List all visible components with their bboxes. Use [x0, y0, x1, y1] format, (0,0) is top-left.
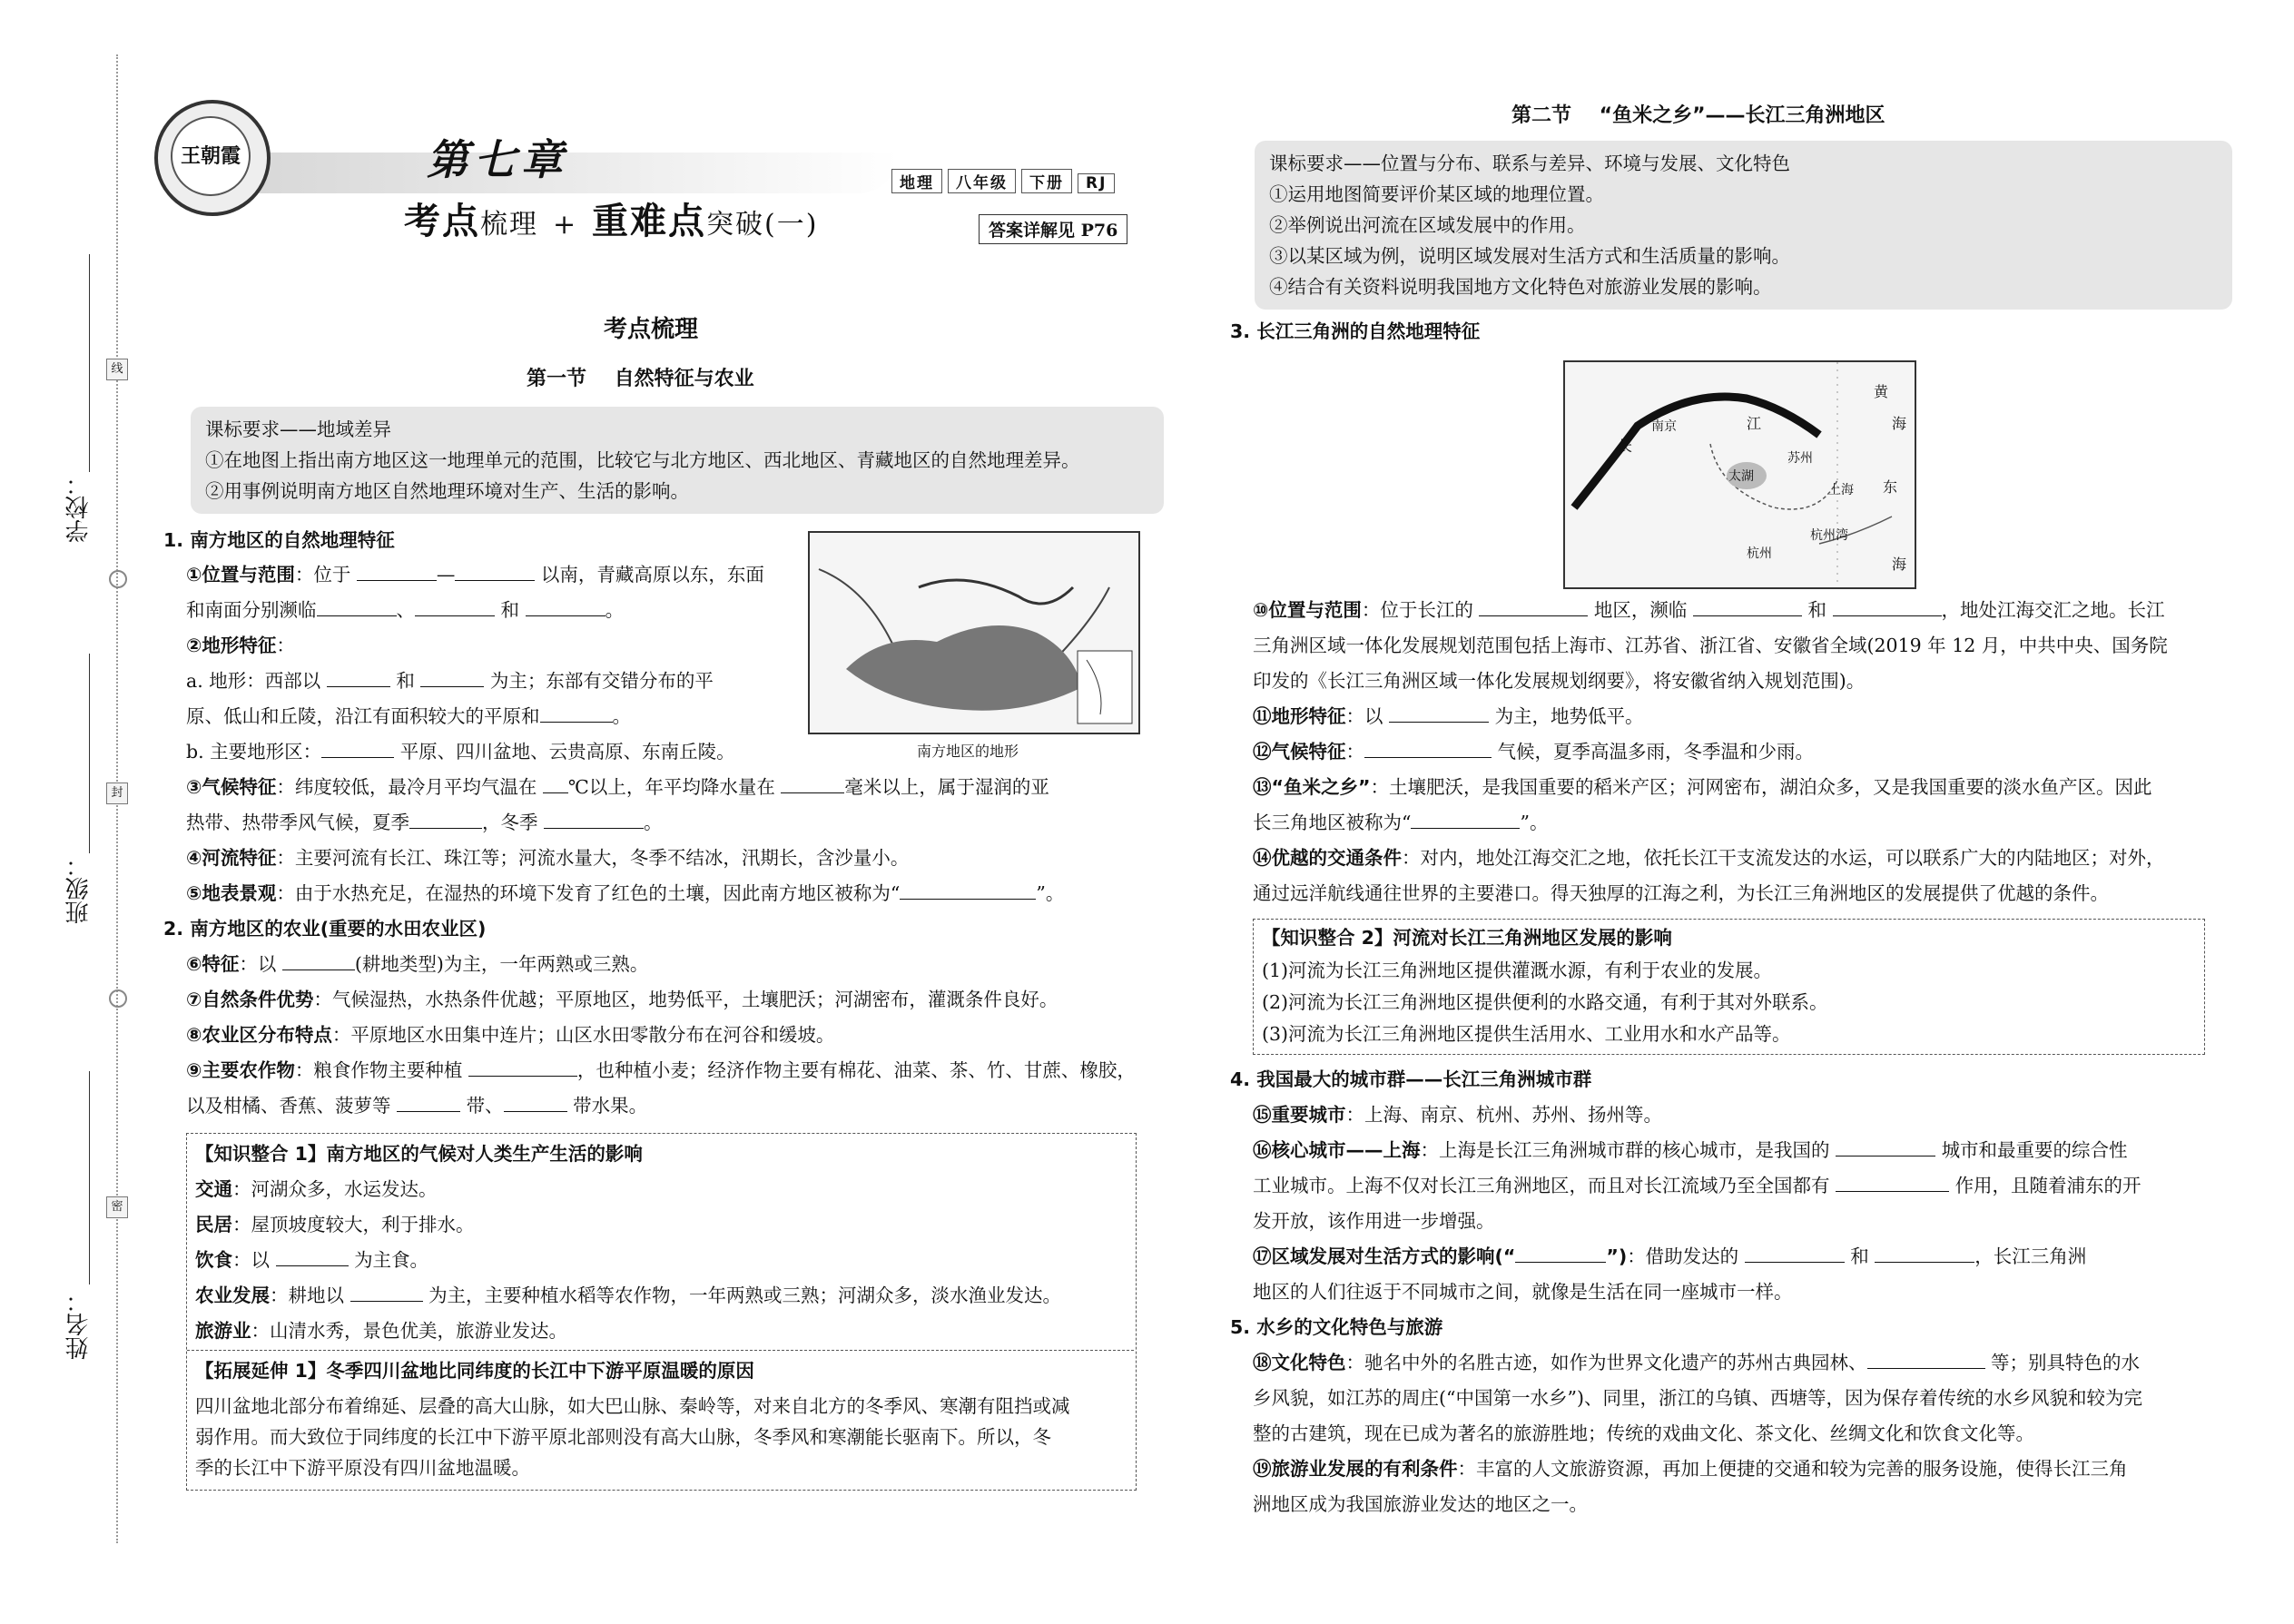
answer-blank[interactable] — [1836, 1136, 1935, 1156]
req-item: ③以某区域为例，说明区域发展对生活方式和生活质量的影响。 — [1269, 245, 1790, 267]
text-line: ⑫气候特征： 气候，夏季高温多雨，冬季温和少雨。 — [1253, 736, 1814, 767]
map-drawing — [810, 533, 1138, 733]
text-line: 印发的《长江三角洲区域一体化发展规划纲要》，将安徽省纳入规划范围)。 — [1253, 670, 1866, 692]
heading-3: 3. 长江三角洲的自然地理特征 — [1230, 320, 1481, 342]
map-label: 上海 — [1828, 483, 1854, 497]
text-line: ⑥特征：以 (耕地类型)为主，一年两熟或三熟。 — [186, 949, 648, 979]
binding-hole-icon — [109, 989, 127, 1008]
binding-margin — [0, 0, 127, 1624]
meta-volume: 下册 — [1021, 169, 1072, 193]
req-item: ②举例说出河流在区域发展中的作用。 — [1269, 214, 1586, 236]
text-line: 原、低山和丘陵，沿江有面积较大的平原和 。 — [186, 701, 631, 732]
text-line: ⑲旅游业发展的有利条件：丰富的人文旅游资源，再加上便捷的交通和较为完善的服务设施，使得长江三角 — [1253, 1458, 2128, 1480]
answer-blank[interactable] — [1479, 595, 1588, 616]
text-line: b. 主要地形区： 平原、四川盆地、云贵高原、东南丘陵。 — [186, 736, 735, 767]
heading-1: 1. 南方地区的自然地理特征 — [163, 529, 395, 551]
box-divider — [187, 1350, 1134, 1351]
answer-blank[interactable] — [455, 560, 535, 581]
text-line: ⑩位置与范围：位于长江的 地区，濒临 和 ，地处江海交汇之地。长江 — [1253, 595, 2165, 625]
text-line: 地区的人们往返于不同城市之间，就像是生活在同一座城市一样。 — [1253, 1281, 1793, 1303]
map-label: 南京 — [1651, 419, 1677, 434]
answer-blank[interactable] — [350, 1281, 423, 1302]
seal-char-mi: 密 — [106, 1196, 128, 1218]
meta-subject: 地理 — [891, 169, 942, 193]
text-line: ⑧农业区分布特点：平原地区水田集中连片；山区水田零散分布在河谷和缓坡。 — [186, 1024, 835, 1046]
text-line: 工业城市。上海不仅对长江三角洲地区，而且对长江流域乃至全国都有 作用，且随着浦东的开 — [1253, 1170, 2141, 1201]
answer-blank[interactable] — [543, 773, 568, 793]
answer-blank[interactable] — [1875, 1242, 1974, 1263]
text-line: ⑦自然条件优势：气候湿热，水热条件优越；平原地区，地势低平，土壤肥沃；河湖密布，灌溉条件良好。 — [186, 989, 1058, 1010]
text-line: 弱作用。而大致位于同纬度的长江中下游平原北部则没有高大山脉，冬季风和寒潮能长驱南下。所以，冬 — [195, 1426, 1051, 1448]
class-field[interactable] — [89, 654, 90, 853]
map-caption: 南方地区的地形 — [917, 743, 1019, 760]
text-line: 和南面分别濒临 、 和 。 — [186, 595, 624, 625]
answer-reference: 答案详解见 P76 — [979, 214, 1127, 244]
map-label: 海 — [1892, 556, 1907, 573]
answer-blank[interactable] — [1389, 702, 1489, 723]
heading-5: 5. 水乡的文化特色与旅游 — [1230, 1316, 1443, 1338]
heading-2: 2. 南方地区的农业(重要的水田农业区) — [163, 918, 487, 940]
map-label: 江 — [1747, 415, 1762, 432]
text-line: ⑤地表景观：由于水热充足，在湿热的环境下发育了红色的土壤，因此南方地区被称为“ ”。 — [186, 878, 1064, 909]
req-title: 课标要求——地域差异 — [205, 418, 391, 440]
req-item: ④结合有关资料说明我国地方文化特色对旅游业发展的影响。 — [1269, 276, 1772, 298]
text-line: 旅游业：山清水秀，景色优美，旅游业发达。 — [195, 1320, 567, 1342]
chapter-title: 第七章 — [427, 135, 568, 184]
answer-blank[interactable] — [282, 950, 355, 970]
seal-char-xian: 线 — [106, 359, 128, 380]
text-line: 三角洲区域一体化发展规划范围包括上海市、江苏省、浙江省、安徽省全域(2019 年 12 月，中共中央、国务院 — [1253, 635, 2168, 656]
text-line: ⑱文化特色：驰名中外的名胜古迹，如作为世界文化遗产的苏州古典园林、 等；别具特色的水 — [1253, 1347, 2140, 1378]
text-line: 发开放，该作用进一步增强。 — [1253, 1210, 1495, 1232]
yangtze-delta-map — [1563, 360, 1916, 589]
answer-blank[interactable] — [504, 1091, 567, 1112]
text-line: ⑰区域发展对生活方式的影响(“ ”)：借助发达的 和 ，长江三角洲 — [1253, 1241, 2086, 1272]
text-line: 民居：屋顶坡度较大，利于排水。 — [195, 1214, 475, 1235]
text-line: 以及柑橘、香蕉、菠萝等 带、 带水果。 — [186, 1090, 647, 1121]
school-label: 学校： — [65, 472, 93, 543]
req-title: 课标要求——位置与分布、联系与差异、环境与发展、文化特色 — [1269, 153, 1790, 174]
text-line: (3)河流为长江三角洲地区提供生活用水、工业用水和水产品等。 — [1262, 1023, 1791, 1045]
answer-blank[interactable] — [526, 595, 605, 616]
text-line: 乡风貌，如江苏的周庄(“中国第一水乡”)、同里，浙江的乌镇、西塘等，因为保存着传统的水乡风貌和较为完 — [1253, 1387, 2142, 1409]
text-line: ⑪地形特征：以 为主，地势低平。 — [1253, 701, 1644, 732]
curriculum-requirement-box — [1255, 141, 2232, 310]
req-item: ①在地图上指出南方地区这一地理单元的范围，比较它与北方地区、西北地区、青藏地区的自然地理差异。 — [205, 449, 1080, 471]
section-label: 考点梳理 — [604, 316, 699, 343]
map-label: 杭州 — [1747, 546, 1772, 561]
name-label: 姓名： — [65, 1289, 93, 1360]
text-line: ⑭优越的交通条件：对内，地处江海交汇之地，依托长江干支流发达的水运，可以联系广大的内陆地区；对外， — [1253, 847, 2165, 869]
text-line: ⑬“鱼米之乡”：土壤肥沃，是我国重要的稻米产区；河网密布，湖泊众多，又是我国重要的淡水鱼产区。因此 — [1253, 776, 2152, 798]
text-line: ④河流特征：主要河流有长江、珠江等；河流水量大，冬季不结冰，汛期长，含沙量小。 — [186, 847, 910, 869]
text-line: 洲地区成为我国旅游业发达的地区之一。 — [1253, 1493, 1588, 1515]
answer-blank[interactable] — [1836, 1171, 1949, 1192]
map-label: 海 — [1892, 415, 1907, 432]
req-item: ②用事例说明南方地区自然地理环境对生产、生活的影响。 — [205, 480, 689, 502]
title-part: 梳理 — [480, 209, 538, 241]
answer-blank[interactable] — [357, 560, 437, 581]
map-label: 苏州 — [1787, 451, 1813, 466]
logo-text: 王朝霞 — [171, 116, 251, 196]
meta-grade: 八年级 — [948, 169, 1016, 193]
answer-blank[interactable] — [468, 1056, 577, 1077]
title-part: 突破(一) — [706, 209, 819, 241]
text-line: ⑨主要农作物：粮食作物主要种植 ，也种植小麦；经济作物主要有棉花、油菜、茶、竹、甘蔗、橡胶， — [186, 1055, 1136, 1086]
map-label: 东 — [1883, 478, 1898, 496]
ext-title: 【拓展延伸 1】冬季四川盆地比同纬度的长江中下游平原温暖的原因 — [195, 1360, 754, 1382]
answer-blank[interactable] — [327, 666, 390, 687]
answer-blank[interactable] — [900, 879, 1036, 900]
text-line: ⑮重要城市：上海、南京、杭州、苏州、扬州等。 — [1253, 1104, 1662, 1126]
answer-blank[interactable] — [1693, 595, 1802, 616]
brand-logo — [154, 100, 271, 216]
answer-blank[interactable] — [1867, 1348, 1985, 1369]
binding-hole-icon — [109, 570, 127, 588]
curriculum-requirement-box — [191, 407, 1164, 514]
answer-blank[interactable] — [1515, 1242, 1606, 1263]
text-line: (1)河流为长江三角洲地区提供灌溉水源，有利于农业的发展。 — [1262, 960, 1773, 981]
answer-blank[interactable] — [1364, 737, 1492, 758]
answer-blank[interactable] — [276, 1245, 349, 1266]
text-line: 交通：河湖众多，水运发达。 — [195, 1178, 438, 1200]
answer-blank[interactable] — [1833, 595, 1942, 616]
text-line: a. 地形：西部以 和 为主；东部有交错分布的平 — [186, 665, 714, 696]
answer-blank[interactable] — [1411, 808, 1520, 829]
text-line: 季的长江中下游平原没有四川盆地温暖。 — [195, 1457, 530, 1479]
text-line: 整的古建筑，现在已成为著名的旅游胜地；传统的戏曲文化、茶文化、丝绸文化和饮食文化等。 — [1253, 1422, 2034, 1444]
answer-blank[interactable] — [420, 666, 484, 687]
answer-blank[interactable] — [544, 808, 644, 829]
text-line: 通过远洋航线通往世界的主要港口。得天独厚的江海之利，为长江三角洲地区的发展提供了优越的条件。 — [1253, 882, 2109, 904]
text-line: ⑯核心城市——上海：上海是长江三角洲城市群的核心城市，是我国的 城市和最重要的综合性 — [1253, 1135, 2128, 1166]
school-field[interactable] — [89, 254, 90, 472]
south-china-terrain-map — [808, 531, 1140, 734]
answer-blank[interactable] — [415, 595, 495, 616]
text-line: ①位置与范围：位于 — 以南，青藏高原以东，东面 — [186, 559, 764, 590]
text-line: 热带、热带季风气候，夏季 ，冬季 。 — [186, 807, 663, 838]
title-part: 考点 — [404, 200, 480, 242]
text-line: 饮食：以 为主食。 — [195, 1245, 428, 1275]
text-line: ②地形特征： — [186, 635, 295, 656]
text-line: (2)河流为长江三角洲地区提供便利的水路交通，有利于其对外联系。 — [1262, 991, 1828, 1013]
page-title — [404, 192, 818, 244]
text-line: ③气候特征：纬度较低，最冷月平均气温在 ℃以上，年平均降水量在 毫米以上，属于湿润的亚 — [186, 772, 1049, 802]
name-field[interactable] — [89, 1071, 90, 1284]
meta-edition: RJ — [1078, 173, 1115, 193]
text-line: 长三角地区被称为“ ”。 — [1253, 807, 1548, 838]
map-label: 长 — [1618, 438, 1633, 455]
title-plus: + — [552, 209, 578, 241]
req-item: ①运用地图简要评价某区域的地理位置。 — [1269, 183, 1604, 205]
section1-title: 第一节 自然特征与农业 — [527, 368, 754, 390]
seal-char-feng: 封 — [106, 782, 128, 804]
text-line: 四川盆地北部分布着绵延、层叠的高大山脉，如大巴山脉、秦岭等，对来自北方的冬季风、寒潮有阻挡或减 — [195, 1395, 1070, 1417]
heading-4: 4. 我国最大的城市群——长江三角洲城市群 — [1230, 1068, 1592, 1090]
k2-title: 【知识整合 2】河流对长江三角洲地区发展的影响 — [1262, 927, 1672, 949]
section2-title: 第二节 “鱼米之乡”——长江三角洲地区 — [1511, 104, 1885, 127]
title-part: 重难点 — [592, 200, 707, 242]
map-label: 黄 — [1874, 383, 1889, 400]
course-meta — [891, 169, 1120, 193]
map-label: 杭州湾 — [1810, 528, 1848, 543]
answer-blank[interactable] — [397, 1091, 460, 1112]
answer-blank[interactable] — [409, 808, 482, 829]
class-label: 班级： — [65, 853, 93, 924]
answer-blank[interactable] — [540, 702, 613, 723]
k1-title: 【知识整合 1】南方地区的气候对人类生产生活的影响 — [195, 1143, 643, 1165]
answer-blank[interactable] — [1745, 1242, 1845, 1263]
text-line: 农业发展：耕地以 为主，主要种植水稻等农作物，一年两熟或三熟；河湖众多，淡水渔业发达。 — [195, 1280, 1061, 1311]
map-label: 太湖 — [1728, 469, 1754, 484]
answer-blank[interactable] — [317, 595, 397, 616]
answer-blank[interactable] — [321, 737, 394, 758]
answer-blank[interactable] — [781, 773, 844, 793]
